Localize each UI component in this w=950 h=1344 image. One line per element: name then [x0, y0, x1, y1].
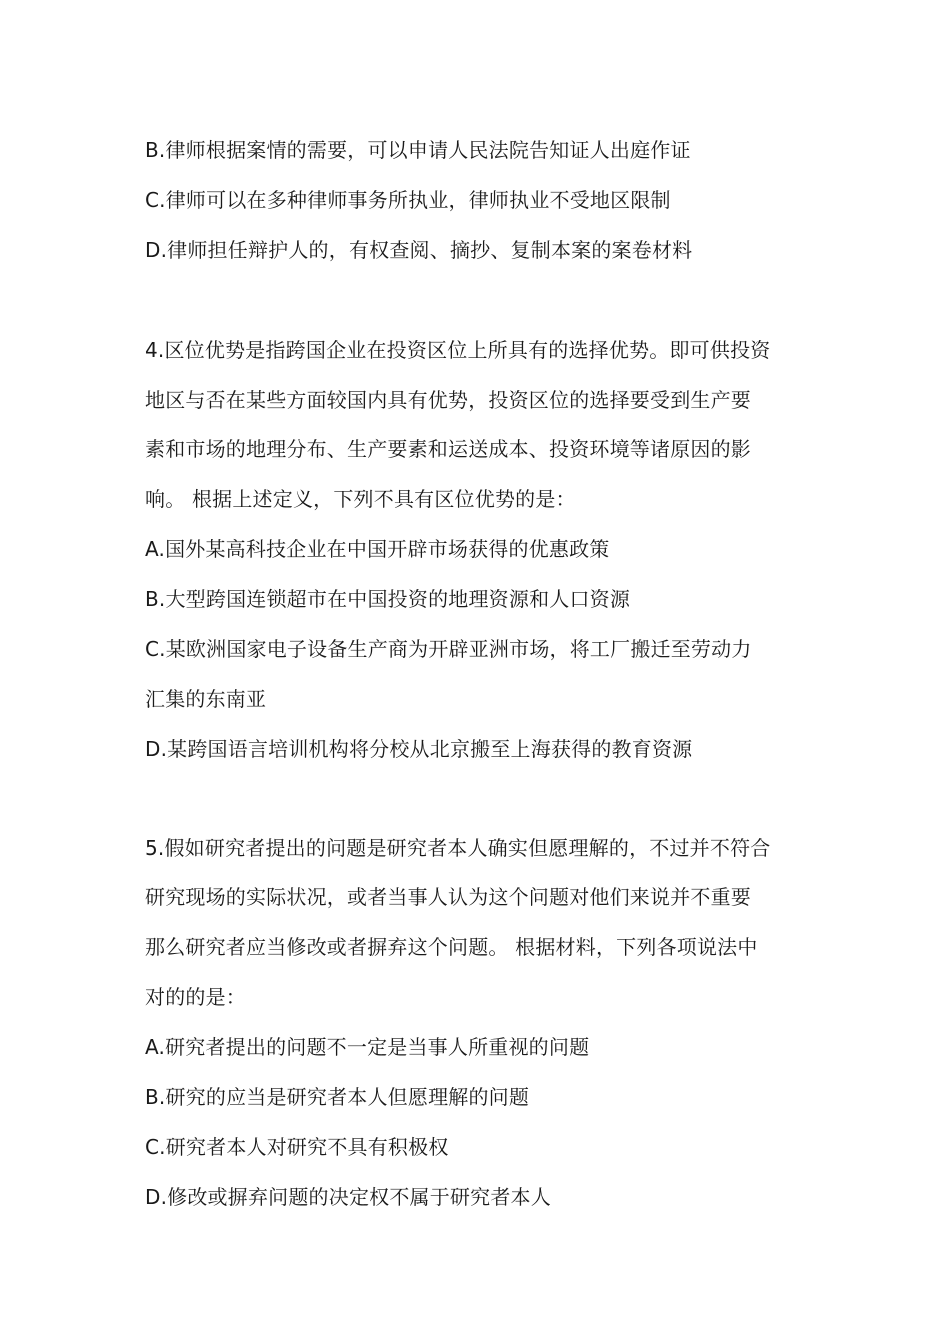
question-5-stem-line: 对的的是：	[145, 985, 246, 1009]
question-4-stem-line: 4.区位优势是指跨国企业在投资区位上所具有的选择优势。即可供投资	[145, 338, 771, 362]
question-5-stem-line: 研究现场的实际状况，或者当事人认为这个问题对他们来说并不重要	[145, 885, 751, 909]
question-4-option-c: C.某欧洲国家电子设备生产商为开辟亚洲市场，将工厂搬迁至劳动力	[145, 637, 752, 661]
question-5-stem-line: 那么研究者应当修改或者摒弃这个问题。 根据材料，下列各项说法中	[145, 935, 758, 959]
question-5-option-a: A.研究者提出的问题不一定是当事人所重视的问题	[145, 1035, 590, 1059]
question-4-option-b: B.大型跨国连锁超市在中国投资的地理资源和人口资源	[145, 587, 631, 611]
question-4-stem-line: 响。 根据上述定义，下列不具有区位优势的是：	[145, 487, 576, 511]
option-d: D.律师担任辩护人的，有权查阅、摘抄、复制本案的案卷材料	[145, 238, 693, 262]
question-5-stem-line: 5.假如研究者提出的问题是研究者本人确实但愿理解的，不过并不符合	[145, 836, 771, 860]
question-4-option-a: A.国外某高科技企业在中国开辟市场获得的优惠政策	[145, 537, 610, 561]
question-4-option-c-continued: 汇集的东南亚	[145, 687, 267, 711]
option-c: C.律师可以在多种律师事务所执业，律师执业不受地区限制	[145, 188, 671, 212]
question-5-option-b: B.研究的应当是研究者本人但愿理解的问题	[145, 1085, 530, 1109]
question-5-option-d: D.修改或摒弃问题的决定权不属于研究者本人	[145, 1185, 551, 1209]
question-4-stem-line: 素和市场的地理分布、生产要素和运送成本、投资环境等诸原因的影	[145, 437, 751, 461]
option-b: B.律师根据案情的需要，可以申请人民法院告知证人出庭作证	[145, 138, 691, 162]
question-4-option-d: D.某跨国语言培训机构将分校从北京搬至上海获得的教育资源	[145, 737, 693, 761]
question-4-stem-line: 地区与否在某些方面较国内具有优势，投资区位的选择要受到生产要	[145, 388, 751, 412]
question-5-option-c: C.研究者本人对研究不具有积极权	[145, 1135, 449, 1159]
